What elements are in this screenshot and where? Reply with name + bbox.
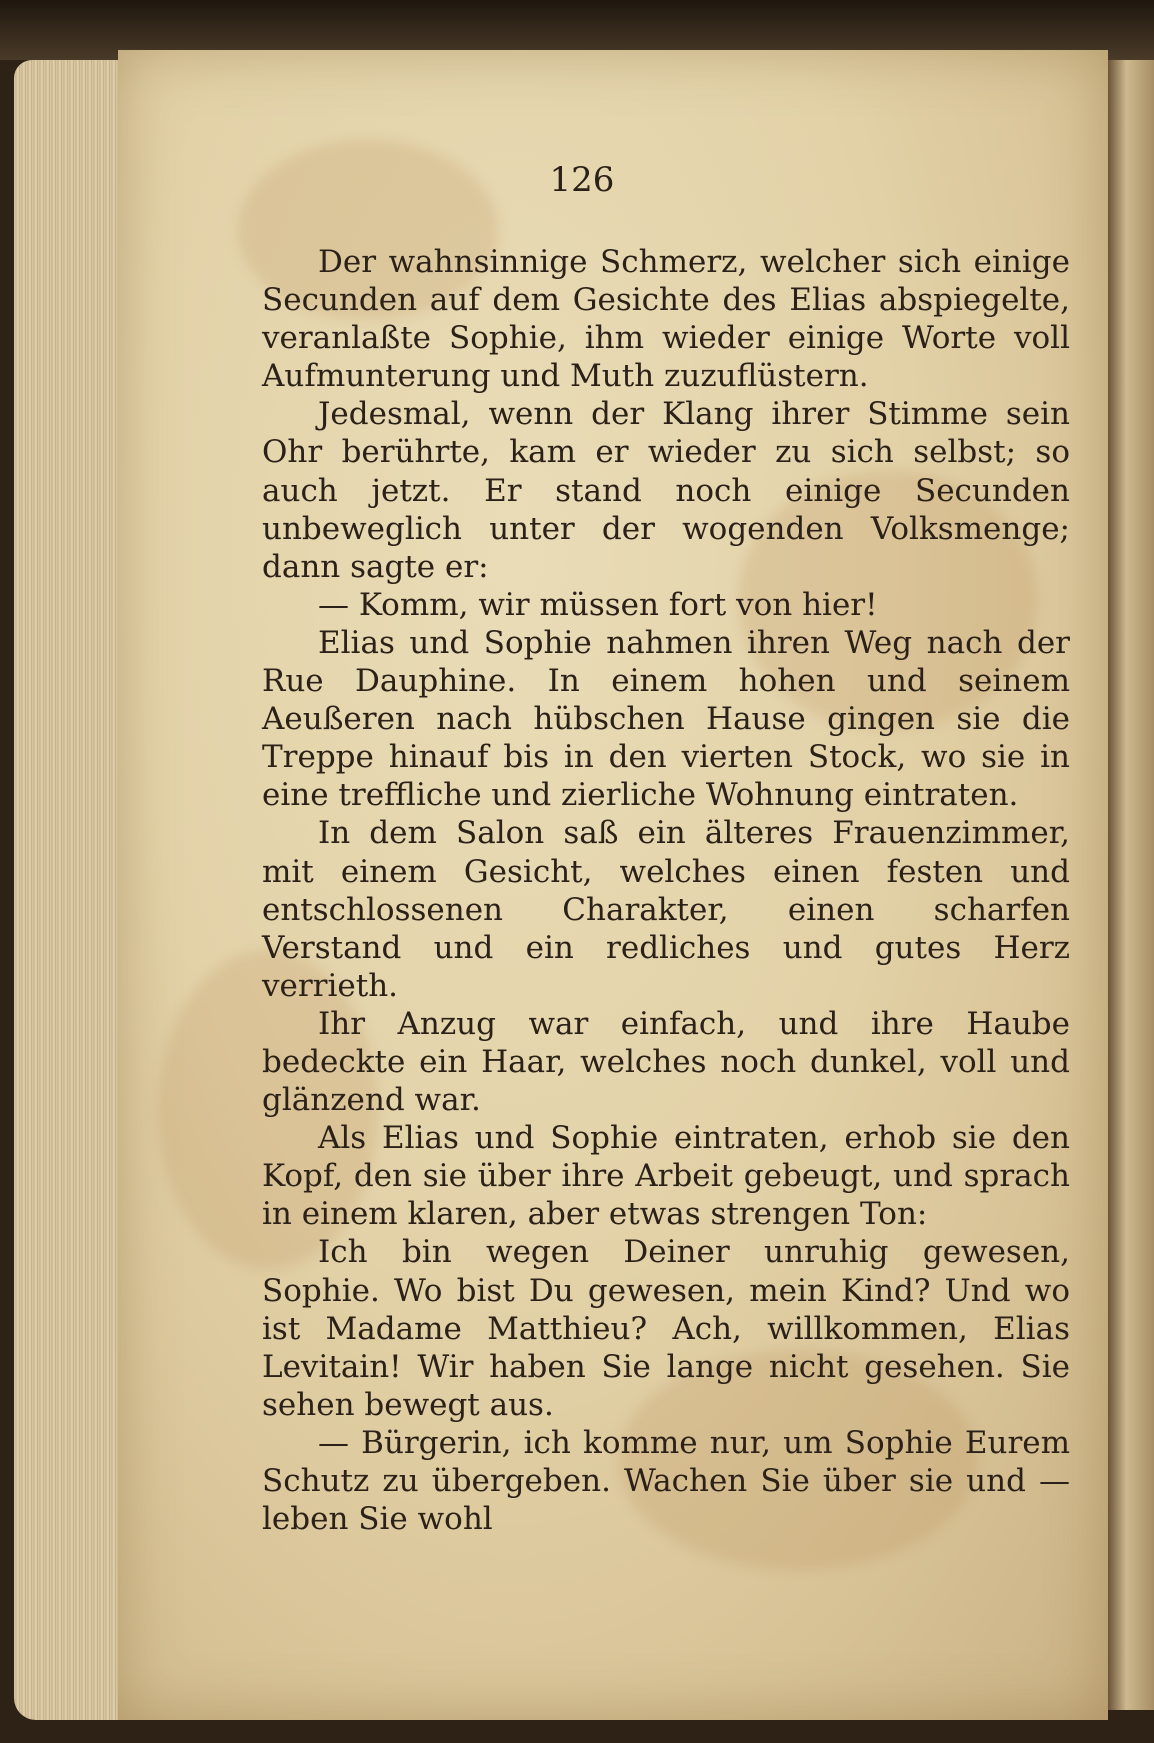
paragraph: Ich bin wegen Deiner unruhig gewesen, Sophie. Wo bist Du gewesen, mein Kind? Und wo ist Madame Matthieu? Ach, willkommen, Elias Levitain! Wir haben Sie lange nicht gesehen. Sie sehen bewegt aus.	[262, 1234, 1070, 1423]
paragraph: In dem Salon saß ein älteres Frauenzimmer, mit einem Gesicht, welches einen festen und entschlossenen Charakter, einen scharfen Verstand und ein redliches und gutes Herz verrieth.	[262, 815, 1070, 1004]
paragraph: Der wahnsinnige Schmerz, welcher sich einige Secunden auf dem Gesichte des Elias abspiegelte, veranlaßte Sophie, ihm wieder einige Worte voll Aufmunterung und Muth zuzuflüstern.	[262, 244, 1070, 395]
page-stack-edges	[14, 60, 124, 1720]
page-number: 126	[549, 160, 615, 200]
paragraph: — Bürgerin, ich komme nur, um Sophie Eurem Schutz zu übergeben. Wachen Sie über sie und — leben Sie wohl	[262, 1424, 1070, 1538]
paragraph: Elias und Sophie nahmen ihren Weg nach der Rue Dauphine. In einem hohen und seinem Aeußeren nach hübschen Hause gingen sie die Treppe hinauf bis in den vierten Stock, wo sie in eine treffliche und zierliche Wohnung eintraten.	[262, 624, 1070, 814]
paragraph: Als Elias und Sophie eintraten, erhob sie den Kopf, den sie über ihre Arbeit gebeugt, und sprach in einem klaren, aber etwas strengen Ton:	[262, 1120, 1070, 1233]
paragraph: — Komm, wir müssen fort von hier!	[318, 586, 878, 623]
body-text	[262, 243, 1070, 1538]
paragraph: Jedesmal, wenn der Klang ihrer Stimme sein Ohr berührte, kam er wieder zu sich selbst; so auch jetzt. Er stand noch einige Secunden unbeweglich unter der wogenden Volksmenge; dann sagte er:	[262, 396, 1070, 585]
next-page-edge	[1108, 60, 1154, 1710]
paragraph: Ihr Anzug war einfach, und ihre Haube bedeckte ein Haar, welches noch dunkel, voll und glänzend war.	[262, 1005, 1070, 1119]
